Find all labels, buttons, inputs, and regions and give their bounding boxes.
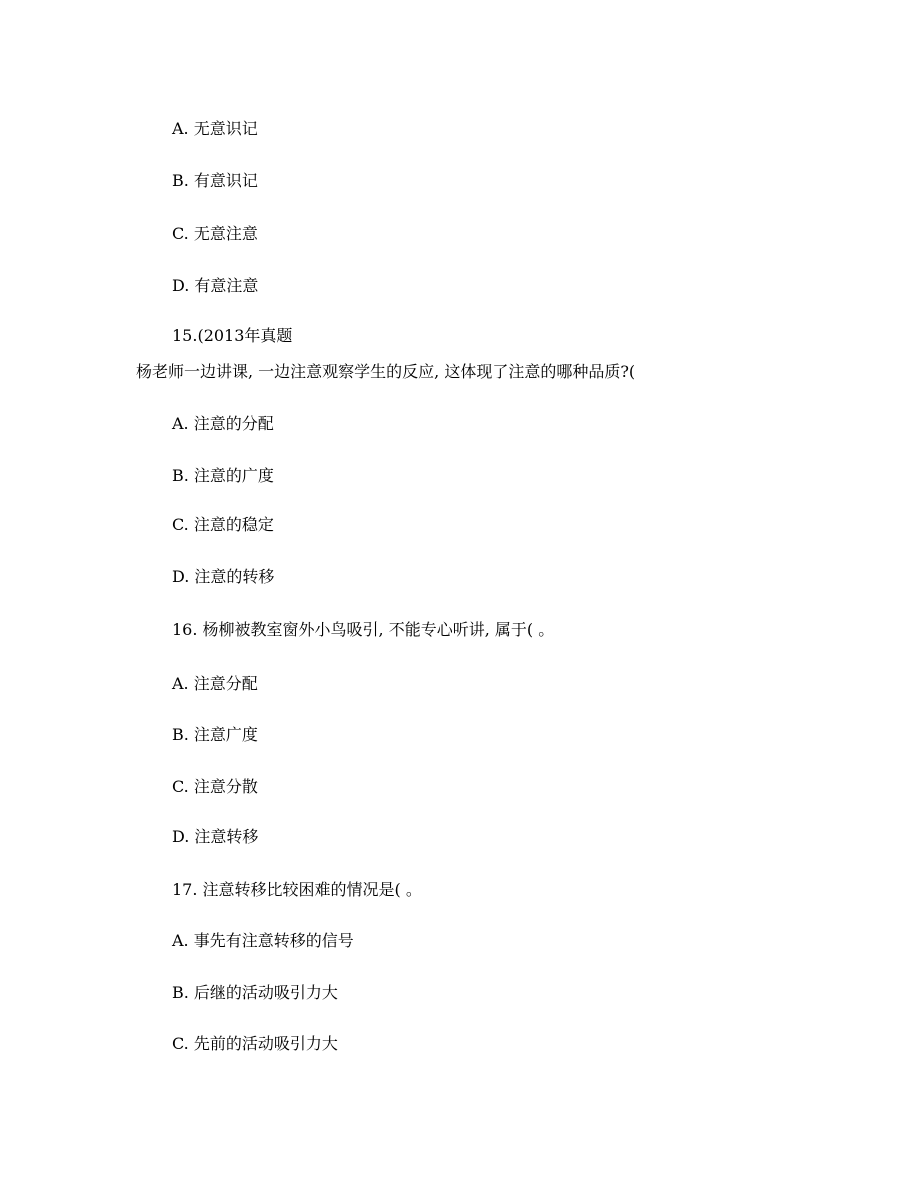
- option-b-q17: B. 后继的活动吸引力大: [172, 983, 338, 1002]
- option-d-q15: D. 注意的转移: [172, 567, 275, 586]
- option-b-q15: B. 注意的广度: [172, 466, 274, 485]
- question-15-text: 杨老师一边讲课, 一边注意观察学生的反应, 这体现了注意的哪种品质?(: [136, 362, 636, 381]
- option-a-q14: A. 无意识记: [172, 119, 258, 138]
- question-16: 16. 杨柳被教室窗外小鸟吸引, 不能专心听讲, 属于( 。: [172, 620, 555, 639]
- option-b-q16: B. 注意广度: [172, 725, 258, 744]
- option-a-q17: A. 事先有注意转移的信号: [172, 931, 354, 950]
- option-a-q16: A. 注意分配: [172, 674, 258, 693]
- option-b-q14: B. 有意识记: [172, 171, 258, 190]
- question-17: 17. 注意转移比较困难的情况是( 。: [172, 880, 422, 899]
- option-d-q16: D. 注意转移: [172, 827, 259, 846]
- option-d-q14: D. 有意注意: [172, 276, 259, 295]
- option-c-q15: C. 注意的稳定: [172, 515, 274, 534]
- option-c-q14: C. 无意注意: [172, 224, 258, 243]
- question-15-number: 15.(2013年真题: [172, 326, 293, 345]
- option-c-q16: C. 注意分散: [172, 777, 258, 796]
- option-a-q15: A. 注意的分配: [172, 414, 274, 433]
- option-c-q17: C. 先前的活动吸引力大: [172, 1034, 338, 1053]
